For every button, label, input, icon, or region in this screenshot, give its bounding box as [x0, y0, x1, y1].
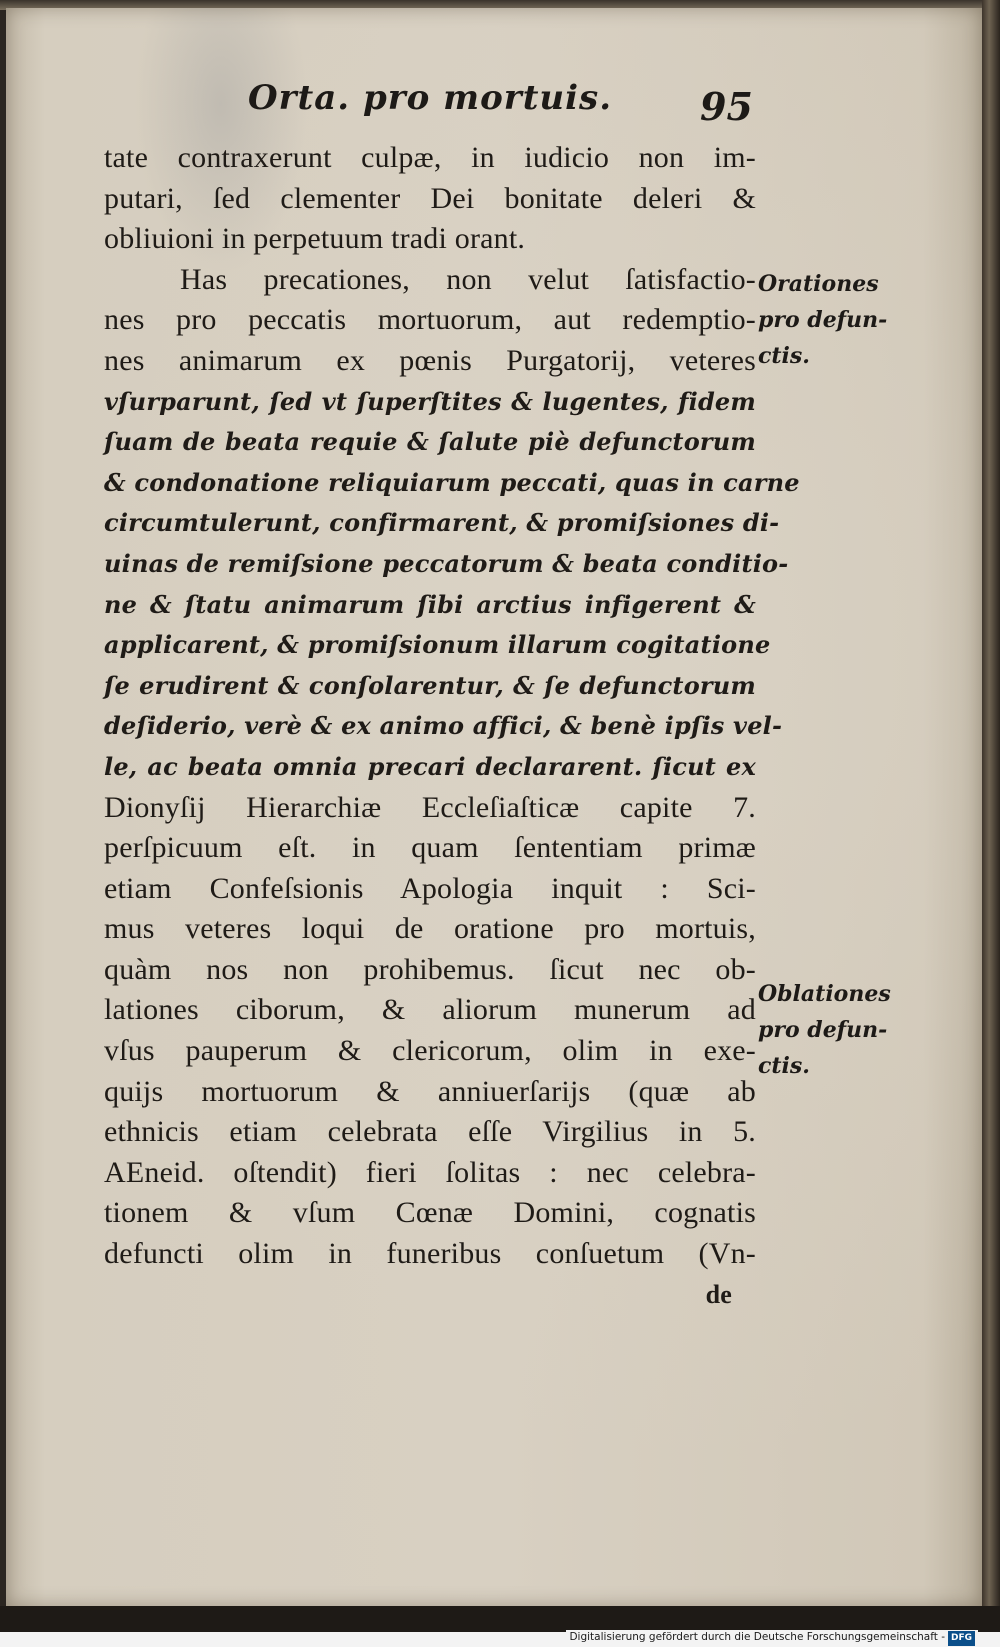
text-line: Has precationes, non velut ſatisfactio-: [180, 262, 756, 296]
text-line: ſuam de beata requie & ſalute piè defunctorum: [104, 427, 756, 457]
text-line: lationes ciborum, & aliorum munerum ad: [104, 993, 756, 1027]
text-line: nes animarum ex pœnis Purgatorij, veteres: [104, 343, 756, 377]
margin-note-line: Oblationes: [758, 981, 891, 1007]
text-line: deſiderio, verè & ex animo affici, & benè ipſis vel-: [104, 711, 783, 741]
text-line: vſurparunt, ſed vt ſuperſtites & lugentes, fidem: [104, 386, 756, 416]
text-line: ne & ſtatu animarum ſibi arctius infigerent &: [104, 589, 756, 619]
text-line: mus veteres loqui de oratione pro mortuis,: [104, 912, 756, 946]
credit-text: Digitalisierung gefördert durch die Deutsche Forschungsgemeinschaft -: [569, 1631, 945, 1643]
text-line: AEneid. oſtendit) fieri ſolitas : nec celebra-: [104, 1155, 756, 1189]
text-line: vſus pauperum & clericorum, olim in exe-: [104, 1034, 756, 1068]
text-line: quijs mortuorum & anniuerſarijs (quæ ab: [104, 1074, 756, 1108]
running-title: Orta. pro mortuis.: [248, 78, 613, 118]
margin-note-line: ctis.: [758, 343, 810, 369]
text-line: tionem & vſum Cœnæ Domini, cognatis: [104, 1196, 756, 1230]
text-line: & condonatione reliquiarum peccati, quas in carne: [104, 467, 800, 497]
catchword: de: [705, 1279, 732, 1309]
text-line: perſpicuum eſt. in quam ſententiam primæ: [104, 831, 756, 865]
text-line: ſe erudirent & conſolarentur, & ſe defunctorum: [104, 670, 756, 700]
text-line: le, ac beata omnia precari declararent. ſicut ex: [104, 751, 756, 781]
margin-note-oblationes: [758, 976, 918, 1084]
margin-note-line: ctis.: [758, 1053, 810, 1079]
text-line: quàm nos non prohibemus. ſicut nec ob-: [104, 952, 756, 986]
text-line: circumtulerunt, confirmarent, & promiſsiones di-: [104, 508, 780, 538]
book-binding-edge: [982, 0, 1000, 1647]
text-line: obliuioni in perpetuum tradi orant.: [104, 222, 526, 256]
text-line: Dionyſij Hierarchiæ Eccleſiaſticæ capite 7.: [104, 790, 756, 824]
page-number: 95: [700, 84, 753, 129]
text-line: uinas de remiſsione peccatorum & beata conditio-: [104, 548, 789, 578]
text-line: defuncti olim in funeribus conſuetum (Vn-: [104, 1237, 756, 1271]
text-line: putari, ſed clementer Dei bonitate deleri &: [104, 181, 756, 215]
margin-note-line: pro defun-: [758, 1017, 888, 1043]
text-line: nes pro peccatis mortuorum, aut redemptio-: [104, 303, 756, 337]
margin-note-line: pro defun-: [758, 307, 888, 333]
text-line: ethnicis etiam celebrata eſſe Virgilius in 5.: [104, 1115, 756, 1149]
margin-note-orationes: [758, 266, 918, 374]
text-line: applicarent, & promiſsionum illarum cogitatione: [104, 630, 771, 660]
margin-note-line: Orationes: [758, 271, 879, 297]
scan-bottom-border: [0, 1606, 1000, 1632]
digitization-credit: [566, 1630, 978, 1645]
text-line: etiam Confeſsionis Apologia inquit : Sci-: [104, 871, 756, 905]
dfg-logo: DFG: [948, 1631, 975, 1646]
text-line: tate contraxerunt culpæ, in iudicio non im-: [104, 141, 756, 174]
